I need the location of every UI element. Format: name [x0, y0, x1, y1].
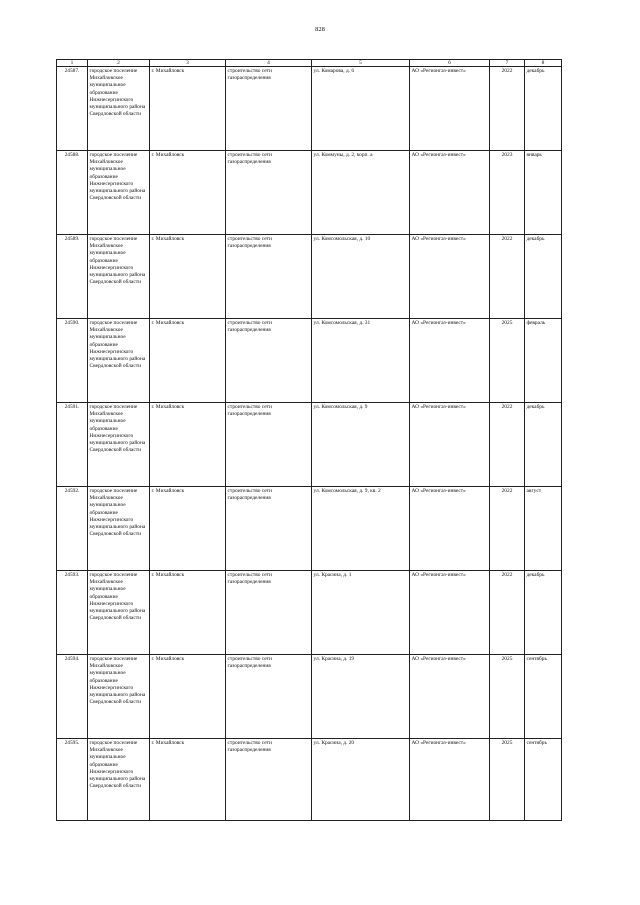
organization-cell: АО «Регионгаз-инвест» [410, 319, 490, 403]
work-type-cell: строительство сети газораспределения [226, 655, 312, 739]
row-number: 24589. [57, 235, 88, 319]
work-type-cell: строительство сети газораспределения [226, 235, 312, 319]
city-cell: г. Михайловск [150, 319, 226, 403]
city-cell: г. Михайловск [150, 151, 226, 235]
municipality-cell: городское поселение Михайловское муниципальное образование Нижнесергинского муниципального района Свердловской области [88, 655, 150, 739]
municipality-cell: городское поселение Михайловское муниципальное образование Нижнесергинского муниципального района Свердловской области [88, 739, 150, 821]
city-cell: г. Михайловск [150, 739, 226, 821]
city-cell: г. Михайловск [150, 235, 226, 319]
work-type-cell: строительство сети газораспределения [226, 739, 312, 821]
work-type-cell: строительство сети газораспределения [226, 67, 312, 151]
work-type-cell: строительство сети газораспределения [226, 487, 312, 571]
municipality-cell: городское поселение Михайловское муниципальное образование Нижнесергинского муниципального района Свердловской области [88, 403, 150, 487]
organization-cell: АО «Регионгаз-инвест» [410, 655, 490, 739]
month-cell: декабрь [525, 67, 562, 151]
municipality-cell: городское поселение Михайловское муниципальное образование Нижнесергинского муниципального района Свердловской области [88, 67, 150, 151]
address-cell: ул. Красина, д. 20 [312, 739, 410, 821]
year-cell: 2023 [490, 151, 525, 235]
table-row [57, 739, 562, 821]
month-cell: сентябрь [525, 655, 562, 739]
column-header: 3 [150, 60, 226, 67]
column-header: 4 [226, 60, 312, 67]
row-number: 24595. [57, 739, 88, 821]
month-cell: январь [525, 151, 562, 235]
year-cell: 2022 [490, 235, 525, 319]
page-number: 828 [315, 26, 325, 33]
city-cell: г. Михайловск [150, 487, 226, 571]
table-row [57, 487, 562, 571]
row-number: 24594. [57, 655, 88, 739]
municipality-cell: городское поселение Михайловское муниципальное образование Нижнесергинского муниципального района Свердловской области [88, 235, 150, 319]
year-cell: 2025 [490, 655, 525, 739]
row-number: 24591. [57, 403, 88, 487]
year-cell: 2022 [490, 487, 525, 571]
row-number: 24587. [57, 67, 88, 151]
city-cell: г. Михайловск [150, 67, 226, 151]
column-header: 2 [88, 60, 150, 67]
organization-cell: АО «Регионгаз-инвест» [410, 67, 490, 151]
column-header: 5 [312, 60, 410, 67]
month-cell: декабрь [525, 403, 562, 487]
municipality-cell: городское поселение Михайловское муниципальное образование Нижнесергинского муниципального района Свердловской области [88, 319, 150, 403]
work-type-cell: строительство сети газораспределения [226, 403, 312, 487]
month-cell: декабрь [525, 235, 562, 319]
column-header: 7 [490, 60, 525, 67]
month-cell: декабрь [525, 571, 562, 655]
work-type-cell: строительство сети газораспределения [226, 571, 312, 655]
city-cell: г. Михайловск [150, 655, 226, 739]
month-cell: февраль [525, 319, 562, 403]
year-cell: 2022 [490, 571, 525, 655]
table-row [57, 655, 562, 739]
address-cell: ул. Комсомольская, д. 10 [312, 235, 410, 319]
address-cell: ул. Комсомольская, д. 31 [312, 319, 410, 403]
city-cell: г. Михайловск [150, 571, 226, 655]
organization-cell: АО «Регионгаз-инвест» [410, 403, 490, 487]
year-cell: 2025 [490, 739, 525, 821]
municipality-cell: городское поселение Михайловское муниципальное образование Нижнесергинского муниципального района Свердловской области [88, 571, 150, 655]
month-cell: сентябрь [525, 739, 562, 821]
row-number: 24588. [57, 151, 88, 235]
city-cell: г. Михайловск [150, 403, 226, 487]
year-cell: 2022 [490, 403, 525, 487]
column-header: 1 [57, 60, 88, 67]
organization-cell: АО «Регионгаз-инвест» [410, 151, 490, 235]
address-cell: ул. Красина, д. 19 [312, 655, 410, 739]
address-cell: ул. Комарова, д. 6 [312, 67, 410, 151]
organization-cell: АО «Регионгаз-инвест» [410, 571, 490, 655]
address-cell: ул. Комсомольская, д. 9 [312, 403, 410, 487]
municipality-cell: городское поселение Михайловское муниципальное образование Нижнесергинского муниципального района Свердловской области [88, 151, 150, 235]
work-type-cell: строительство сети газораспределения [226, 319, 312, 403]
organization-cell: АО «Регионгаз-инвест» [410, 235, 490, 319]
row-number: 24593. [57, 571, 88, 655]
column-header: 6 [410, 60, 490, 67]
row-number: 24590. [57, 319, 88, 403]
address-cell: ул. Коммуны, д. 2, корп. а [312, 151, 410, 235]
row-number: 24592. [57, 487, 88, 571]
organization-cell: АО «Регионгаз-инвест» [410, 487, 490, 571]
address-cell: ул. Комсомольская, д. 9, кв. 2 [312, 487, 410, 571]
organization-cell: АО «Регионгаз-инвест» [410, 739, 490, 821]
table-row [57, 403, 562, 487]
table-row [57, 235, 562, 319]
municipality-cell: городское поселение Михайловское муниципальное образование Нижнесергинского муниципального района Свердловской области [88, 487, 150, 571]
year-cell: 2025 [490, 319, 525, 403]
year-cell: 2022 [490, 67, 525, 151]
table-row [57, 319, 562, 403]
column-number-row [57, 60, 562, 67]
column-header: 8 [525, 60, 562, 67]
table-row [57, 67, 562, 151]
table-row [57, 151, 562, 235]
address-cell: ул. Красина, д. 1 [312, 571, 410, 655]
month-cell: август [525, 487, 562, 571]
work-type-cell: строительство сети газораспределения [226, 151, 312, 235]
table-row [57, 571, 562, 655]
register-table [56, 59, 562, 821]
